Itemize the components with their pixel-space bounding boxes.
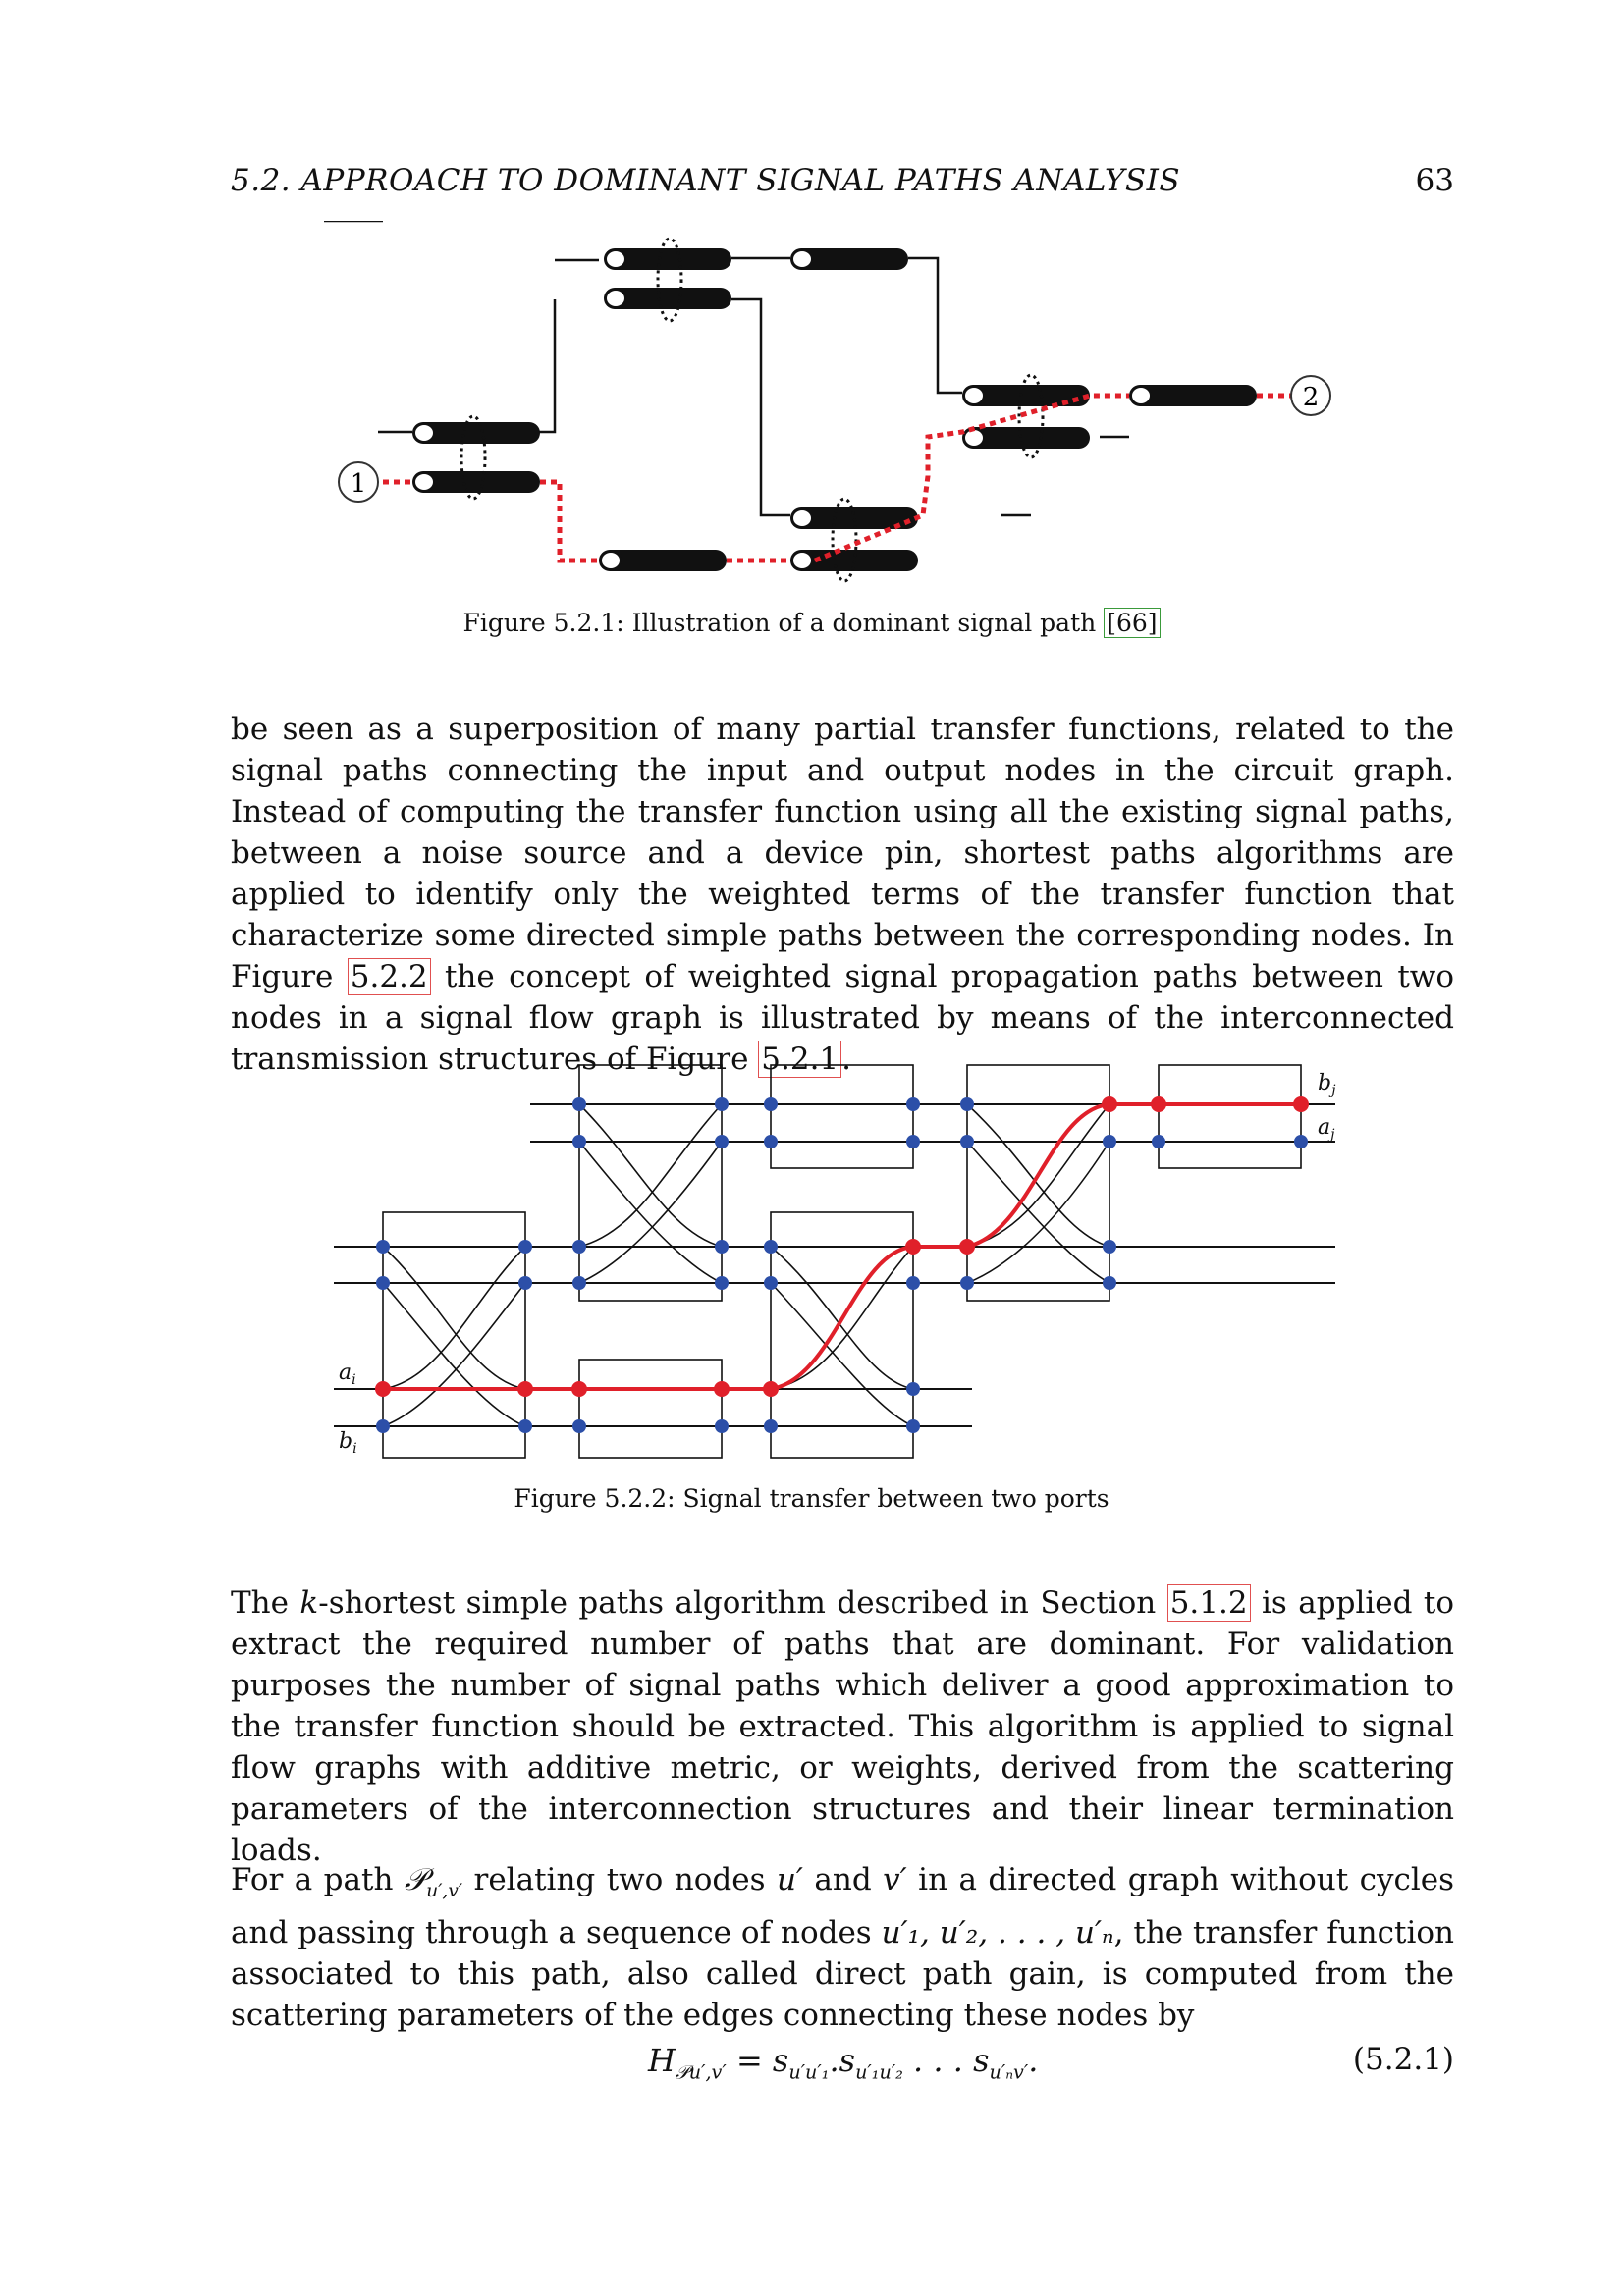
figure-5-2-2	[324, 1055, 1365, 1477]
two-port-box	[771, 1212, 913, 1458]
label-aj: $a_j$	[1318, 1115, 1335, 1143]
label-bi: $b_i$	[339, 1429, 357, 1457]
paragraph-2: The k-shortest simple paths algorithm described in Section 5.1.2 is applied to extract the required number of paths that are dominant. For validation purposes the number of signal paths which deliver a good approximation to the transfer function should be extracted. This algorithm is applied to signal flow graphs with additive metric, or weights, derived from the scattering parameters of the interconnection structures and their linear termination loads.	[231, 1585, 1455, 1868]
two-port-box	[579, 1065, 722, 1301]
paragraph-3: For a path 𝒫$_{u',v'}$ relating two nodes u′ and v′ in a directed graph without cycles and passing through a sequence of nodes u′₁, u′₂, . . . , u′ₙ, the transfer function associated to this path, also called direct path gain, is computed from the scattering parameters of the edges connecting these nodes by	[231, 1862, 1455, 2034]
equation-number: (5.2.1)	[1352, 2042, 1454, 2077]
two-port-box	[579, 1360, 722, 1458]
label-ai: $a_i$	[339, 1361, 356, 1388]
two-port-box	[967, 1065, 1109, 1301]
two-port-box	[1159, 1065, 1301, 1168]
page-number: 63	[1415, 163, 1454, 198]
figure2-caption: Figure 5.2.2: Signal transfer between two ports	[514, 1484, 1109, 1513]
running-header: 5.2. APPROACH TO DOMINANT SIGNAL PATHS ANALYSIS	[231, 163, 1181, 198]
paragraph-1: be seen as a superposition of many partial transfer functions, related to the signal paths connecting the input and output nodes in the circuit graph. Instead of computing the transfer function using all the existing signal paths, between a noise source and a device pin, shortest paths algorithms are applied to identify only the weighted terms of the transfer function that characterize some directed simple paths between the corresponding nodes. In Figure 5.2.2 the concept of weighted signal propagation paths between two nodes in a signal flow graph is illustrated by means of the interconnected transmission structures of Figure 5.2.1.	[231, 712, 1454, 1077]
ref-figure-5-2-1[interactable]: 5.2.1	[758, 1041, 841, 1078]
citation-66[interactable]: [66]	[1104, 608, 1160, 638]
figure-5-2-1	[324, 221, 1365, 599]
figure1-caption	[0, 609, 1623, 637]
svg-text:1: 1	[350, 469, 367, 499]
ref-section-5-1-2[interactable]: 5.1.2	[1167, 1584, 1251, 1622]
equation-5-2-1: $H_{𝒫u',v'} = s_{u'u'_1}.s_{u'_1u'_2}$ . . . $s_{u'_nv'}$.	[648, 2042, 1039, 2084]
figure1-tubes	[412, 248, 1257, 571]
svg-text:2: 2	[1302, 383, 1320, 412]
label-bj: $b_j$	[1318, 1071, 1336, 1098]
port-1-marker	[339, 462, 378, 502]
caption-text: Figure 5.2.1: Illustration of a dominant signal path	[462, 609, 1105, 637]
ref-figure-5-2-2[interactable]: 5.2.2	[348, 958, 431, 995]
two-port-box	[383, 1212, 525, 1458]
two-port-box	[771, 1065, 913, 1168]
port-2-marker	[1291, 376, 1330, 415]
